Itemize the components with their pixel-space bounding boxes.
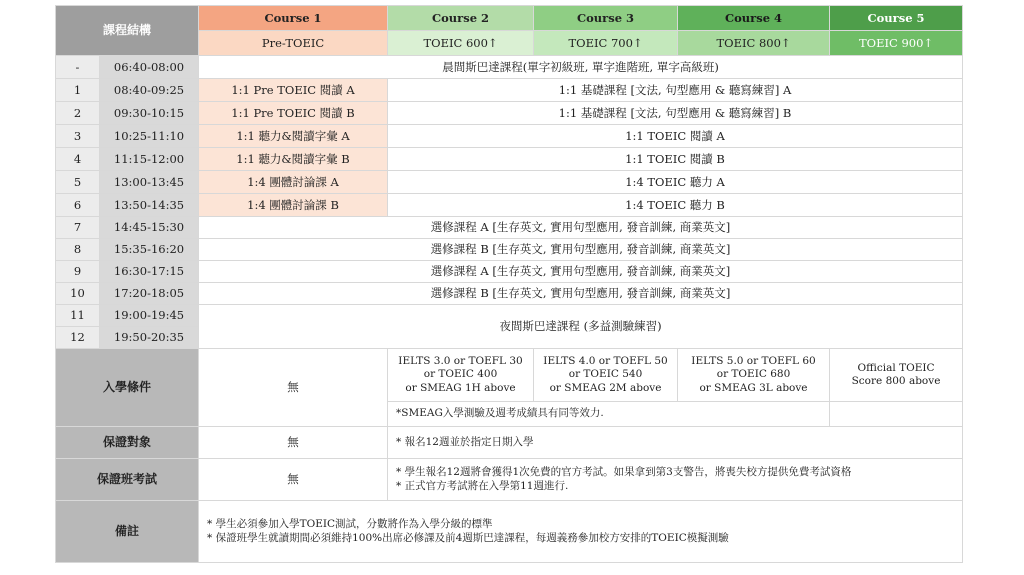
admission-label: 入學條件	[56, 349, 199, 427]
toeic-class: 1:1 基礎課程 [文法, 句型應用 & 聽寫練習] A	[388, 79, 963, 102]
period-index: 1	[56, 79, 100, 102]
admission-empty-cell	[830, 402, 963, 427]
admission-note: *SMEAG入學測驗及週考成績具有同等效力.	[388, 402, 830, 427]
pre-toeic-class: 1:1 聽力&閱讀字彙 A	[199, 125, 388, 148]
course-1-level: Pre-TOEIC	[199, 31, 388, 56]
course-4-level: TOEIC 800↑	[678, 31, 830, 56]
period-time: 11:15-12:00	[100, 148, 199, 171]
course-2-level: TOEIC 600↑	[388, 31, 534, 56]
course-structure-header: 課程結構	[56, 6, 199, 56]
period-index: 3	[56, 125, 100, 148]
period-time: 17:20-18:05	[100, 283, 199, 305]
table-row	[56, 194, 963, 217]
admission-course-3: IELTS 4.0 or TOEFL 50 or TOEIC 540 or SMEAG 2M above	[534, 349, 678, 402]
course-5-level: TOEIC 900↑	[830, 31, 963, 56]
admission-course-1: 無	[199, 349, 388, 427]
period-index: 2	[56, 102, 100, 125]
elective-class: 選修課程 A [生存英文, 實用句型應用, 發音訓練, 商業英文]	[199, 217, 963, 239]
guarantee-exam-label: 保證班考試	[56, 459, 199, 501]
elective-class: 選修課程 A [生存英文, 實用句型應用, 發音訓練, 商業英文]	[199, 261, 963, 283]
pre-toeic-class: 1:1 聽力&閱讀字彙 B	[199, 148, 388, 171]
toeic-class: 1:4 TOEIC 聽力 A	[388, 171, 963, 194]
toeic-class: 1:1 TOEIC 閱讀 B	[388, 148, 963, 171]
guarantee-exam-row	[56, 459, 963, 501]
table-row	[56, 79, 963, 102]
guarantee-target-row	[56, 427, 963, 459]
period-index: 9	[56, 261, 100, 283]
course-schedule-table	[55, 5, 963, 563]
pre-toeic-class: 1:1 Pre TOEIC 閱讀 B	[199, 102, 388, 125]
table-row	[56, 171, 963, 194]
period-time: 19:50-20:35	[100, 327, 199, 349]
course-1-header: Course 1	[199, 6, 388, 31]
period-time: 13:00-13:45	[100, 171, 199, 194]
period-time: 06:40-08:00	[100, 56, 199, 79]
period-time: 08:40-09:25	[100, 79, 199, 102]
table-row	[56, 125, 963, 148]
period-index: 10	[56, 283, 100, 305]
remarks-label: 備註	[56, 501, 199, 563]
elective-class: 選修課程 B [生存英文, 實用句型應用, 發音訓練, 商業英文]	[199, 239, 963, 261]
period-time: 19:00-19:45	[100, 305, 199, 327]
course-5-header: Course 5	[830, 6, 963, 31]
period-index: 5	[56, 171, 100, 194]
period-time: 14:45-15:30	[100, 217, 199, 239]
pre-toeic-class: 1:4 團體討論課 B	[199, 194, 388, 217]
table-row	[56, 305, 963, 327]
period-index: 8	[56, 239, 100, 261]
table-row	[56, 217, 963, 239]
admission-course-4: IELTS 5.0 or TOEFL 60 or TOEIC 680 or SMEAG 3L above	[678, 349, 830, 402]
table-row	[56, 56, 963, 79]
toeic-class: 1:1 TOEIC 閱讀 A	[388, 125, 963, 148]
remarks-text: * 學生必須參加入學TOEIC測試，分數將作為入學分級的標準 * 保證班學生就讀期間必須維持100%出席必修課及前4週斯巴達課程，每週義務參加校方安排的TOEIC模擬測驗	[199, 501, 963, 563]
morning-spartan-cell: 晨間斯巴達課程(單字初級班, 單字進階班, 單字高級班)	[199, 56, 963, 79]
period-index: 7	[56, 217, 100, 239]
period-index: 12	[56, 327, 100, 349]
period-time: 10:25-11:10	[100, 125, 199, 148]
guarantee-target-course-1: 無	[199, 427, 388, 459]
guarantee-target-text: * 報名12週並於指定日期入學	[388, 427, 963, 459]
admission-row	[56, 349, 963, 402]
period-index: 6	[56, 194, 100, 217]
pre-toeic-class: 1:4 團體討論課 A	[199, 171, 388, 194]
table-row	[56, 239, 963, 261]
table-row	[56, 261, 963, 283]
period-time: 15:35-16:20	[100, 239, 199, 261]
table-row	[56, 102, 963, 125]
toeic-class: 1:1 基礎課程 [文法, 句型應用 & 聽寫練習] B	[388, 102, 963, 125]
period-index: 4	[56, 148, 100, 171]
period-index: -	[56, 56, 100, 79]
remarks-row	[56, 501, 963, 563]
admission-course-5: Official TOEIC Score 800 above	[830, 349, 963, 402]
table-row	[56, 148, 963, 171]
guarantee-target-label: 保證對象	[56, 427, 199, 459]
course-4-header: Course 4	[678, 6, 830, 31]
course-3-level: TOEIC 700↑	[534, 31, 678, 56]
pre-toeic-class: 1:1 Pre TOEIC 閱讀 A	[199, 79, 388, 102]
guarantee-exam-course-1: 無	[199, 459, 388, 501]
period-time: 16:30-17:15	[100, 261, 199, 283]
period-time: 13:50-14:35	[100, 194, 199, 217]
period-time: 09:30-10:15	[100, 102, 199, 125]
period-index: 11	[56, 305, 100, 327]
toeic-class: 1:4 TOEIC 聽力 B	[388, 194, 963, 217]
course-3-header: Course 3	[534, 6, 678, 31]
course-2-header: Course 2	[388, 6, 534, 31]
elective-class: 選修課程 B [生存英文, 實用句型應用, 發音訓練, 商業英文]	[199, 283, 963, 305]
guarantee-exam-text: * 學生報名12週將會獲得1次免費的官方考試。如果拿到第3支警告，將喪失校方提供免費考試資格 * 正式官方考試將在入學第11週進行.	[388, 459, 963, 501]
evening-spartan-cell: 夜間斯巴達課程 (多益測驗練習)	[199, 305, 963, 349]
admission-course-2: IELTS 3.0 or TOEFL 30 or TOEIC 400 or SMEAG 1H above	[388, 349, 534, 402]
table-row	[56, 283, 963, 305]
